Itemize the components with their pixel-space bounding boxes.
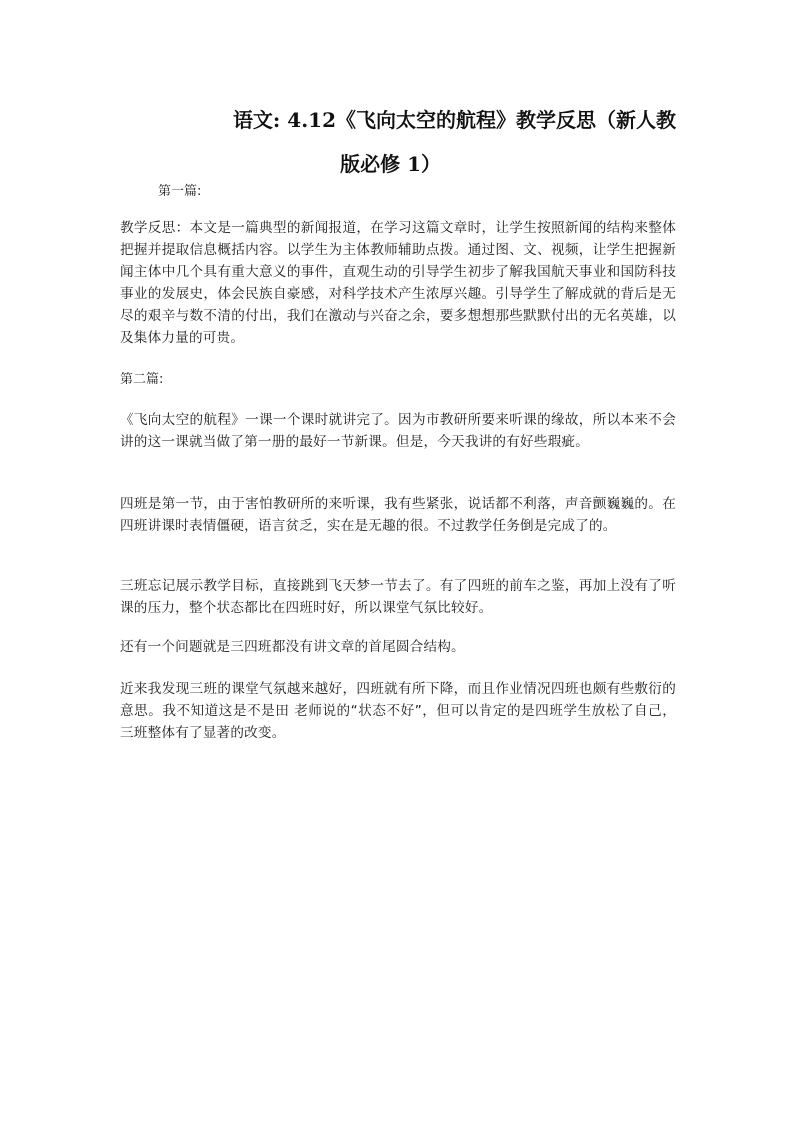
paragraph-class-four: 四班是第一节，由于害怕教研所的来听课，我有些紧张，说话都不利落，声音颤巍巍的。在四班讲课时表情僵硬，语言贫乏，实在是无趣的很。不过教学任务倒是完成了的。: [120, 496, 676, 534]
title-line-2: 版必修 1）: [340, 152, 441, 176]
paragraph-class-three: 三班忘记展示教学目标，直接跳到飞天梦一节去了。有了四班的前车之鉴，再加上没有了听课的压力，整个状态都比在四班时好，所以课堂气氛比较好。: [120, 578, 676, 616]
paragraph-lesson-intro: 《飞向太空的航程》一课一个课时就讲完了。因为市教研所要来听课的缘故，所以本来不会讲的这一课就当做了第一册的最好一节新课。但是，今天我讲的有好些瑕疵。: [120, 412, 676, 450]
paragraph-structure-issue: 还有一个问题就是三四班都没有讲文章的首尾圆合结构。: [120, 639, 465, 655]
section-label-second: 第二篇:: [120, 372, 164, 387]
section-label-first: 第一篇:: [158, 184, 202, 199]
title-line-1: 语文: 4.12《飞向太空的航程》教学反思（新人教: [232, 108, 676, 132]
document-title: [120, 98, 676, 186]
paragraph-recent-observation: 近来我发现三班的课堂气氛越来越好，四班就有所下降，而且作业情况四班也颇有些敷衍的意思。我不知道这是不是田 老师说的“状态不好”，但可以肯定的是四班学生放松了自己，三班整体有了显著的改变。: [120, 681, 676, 741]
paragraph-reflection: 教学反思：本文是一篇典型的新闻报道，在学习这篇文章时，让学生按照新闻的结构来整体把握并提取信息概括内容。以学生为主体教师辅助点拨。通过图、文、视频，让学生把握新闻主体中几个具有重大意义的事件，直观生动的引导学生初步了解我国航天事业和国防科技事业的发展史，体会民族自豪感，对科学技术产生浓厚兴趣。引导学生了解成就的背后是无尽的艰辛与数不清的付出，我们在激动与兴奋之余，要多想想那些默默付出的无名英雄，以及集体力量的可贵。: [120, 220, 676, 346]
